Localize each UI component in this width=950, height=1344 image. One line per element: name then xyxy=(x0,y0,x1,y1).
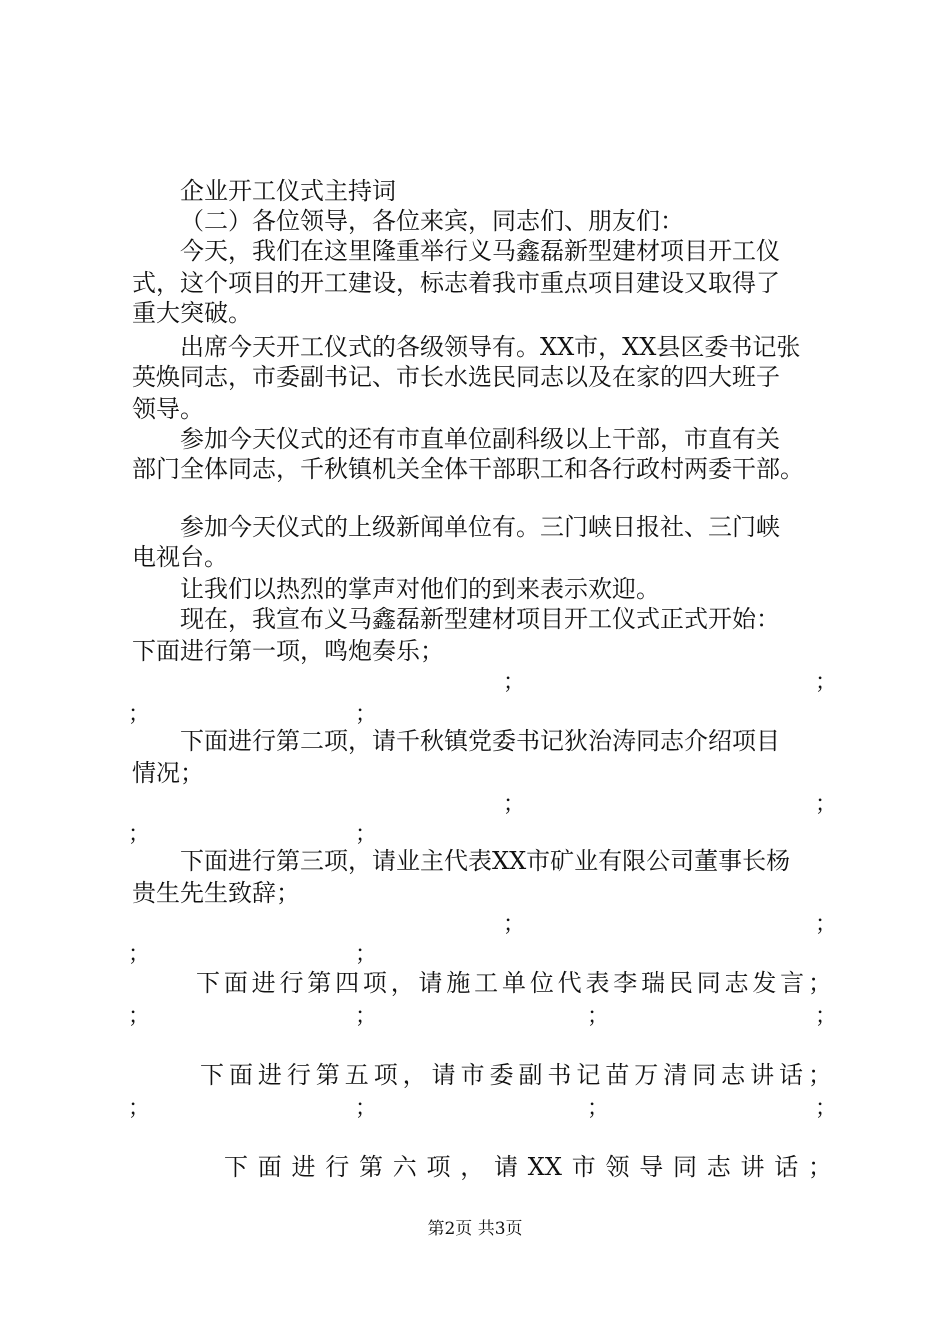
paragraph-line: 英焕同志，市委副书记、市长水选民同志以及在家的四大班子 xyxy=(132,363,780,391)
separator: ； xyxy=(503,670,526,695)
separator: ； xyxy=(503,792,526,817)
paragraph-line: 领导。 xyxy=(132,395,204,423)
paragraph-line: 电视台。 xyxy=(132,543,228,571)
paragraph-line: 出席今天开工仪式的各级领导有。XX市，XX县区委书记张 xyxy=(180,333,801,361)
agenda-item-1: 下面进行第一项，鸣炮奏乐； xyxy=(132,637,444,665)
separator: ； xyxy=(587,1096,610,1121)
separator: ； xyxy=(815,1004,838,1029)
separator: ； xyxy=(355,1004,378,1029)
paragraph-line: 式，这个项目的开工建设，标志着我市重点项目建设又取得了 xyxy=(132,269,780,297)
page-footer: 第2页 共3页 xyxy=(427,1219,523,1239)
separator: ； xyxy=(128,1004,151,1029)
agenda-item-3: 下面进行第三项，请业主代表XX市矿业有限公司董事长杨 xyxy=(180,847,791,875)
separator: ； xyxy=(815,1096,838,1121)
separator: ； xyxy=(355,1096,378,1121)
separator: ； xyxy=(355,702,378,727)
agenda-item-5: 下面进行第五项，请市委副书记苗万清同志讲话； xyxy=(200,1061,832,1089)
separator: ； xyxy=(128,1096,151,1121)
paragraph-line: 重大突破。 xyxy=(132,299,252,327)
paragraph-line: 今天，我们在这里隆重举行义马鑫磊新型建材项目开工仪 xyxy=(180,237,780,265)
separator: ； xyxy=(355,942,378,967)
paragraph-line: 部门全体同志，千秋镇机关全体干部职工和各行政村两委干部。 xyxy=(132,455,804,483)
agenda-item-2-cont: 情况； xyxy=(132,759,204,787)
document-title: 企业开工仪式主持词 xyxy=(180,177,396,205)
separator: ； xyxy=(587,1004,610,1029)
agenda-item-4: 下面进行第四项，请施工单位代表李瑞民同志发言； xyxy=(196,969,832,997)
agenda-item-6: 下面进行第六项，请XX市领导同志讲话； xyxy=(224,1153,832,1181)
separator: ； xyxy=(128,942,151,967)
agenda-item-3-cont: 贵生先生致辞； xyxy=(132,879,300,907)
salutation: （二）各位领导，各位来宾，同志们、朋友们： xyxy=(180,207,684,235)
separator: ； xyxy=(815,670,838,695)
paragraph-line: 让我们以热烈的掌声对他们的到来表示欢迎。 xyxy=(180,575,660,603)
paragraph-line: 参加今天仪式的还有市直单位副科级以上干部，市直有关 xyxy=(180,425,780,453)
separator: ； xyxy=(128,702,151,727)
separator: ； xyxy=(128,822,151,847)
separator: ； xyxy=(355,822,378,847)
separator: ； xyxy=(815,912,838,937)
separator: ； xyxy=(503,912,526,937)
agenda-item-2: 下面进行第二项，请千秋镇党委书记狄治涛同志介绍项目 xyxy=(180,727,780,755)
paragraph-line: 参加今天仪式的上级新闻单位有。三门峡日报社、三门峡 xyxy=(180,513,780,541)
paragraph-line: 现在，我宣布义马鑫磊新型建材项目开工仪式正式开始： xyxy=(180,605,780,633)
separator: ； xyxy=(815,792,838,817)
